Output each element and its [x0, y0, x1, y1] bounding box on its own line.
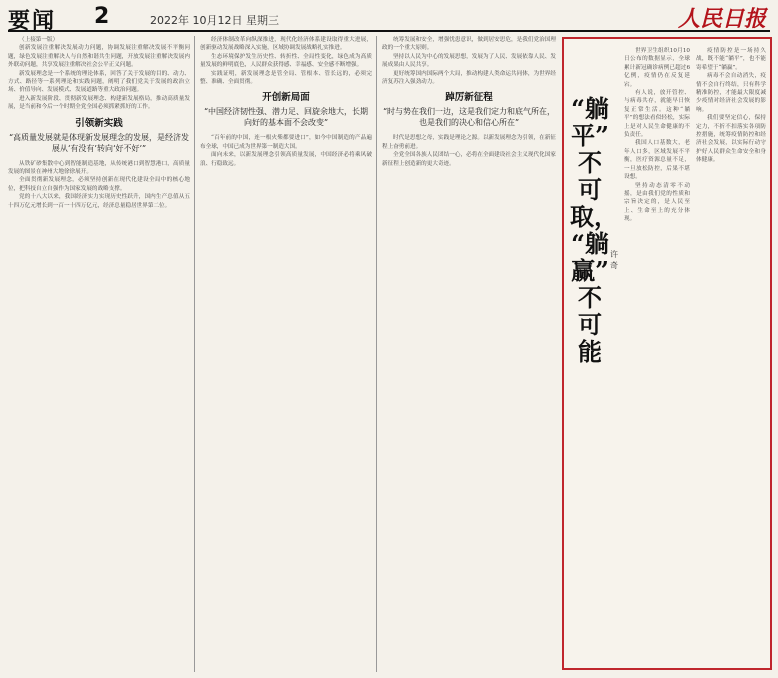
masthead — [8, 4, 770, 32]
commentary-title-line: “躺赢” — [571, 229, 609, 285]
section-subheading: “中国经济韧性强、潜力足、回旋余地大，长期向好的基本面不会改变” — [203, 107, 369, 128]
article-paragraph: 经济体制改革向纵深推进，现代化经济体系建设取得重大进展，创新驱动发展战略深入实施，区域协调发展战略扎实推进。 — [200, 37, 372, 52]
commentary-paragraph: 坚持动态清零不动摇，是由我们党的性质和宗旨决定的，是人民至上、生命至上的充分体现。 — [624, 182, 690, 223]
issue-date: 2022年 10月12日 星期三 — [150, 14, 279, 27]
section-heading: 引领新实践 — [75, 117, 123, 129]
article-paragraph: 进入新发展阶段、贯彻新发展理念、构建新发展格局，推动高质量发展，是当前和今后一个时期全党全国必须抓紧抓好的工作。 — [8, 95, 190, 111]
article-paragraph: 全面贯彻新发展理念，必须坚持创新在现代化建设全局中的核心地位，把科技自立自强作为国家发展的战略支撑。 — [8, 177, 190, 192]
commentary-paragraph: 我们要坚定信心，保持定力，不折不扣落实各项防控措施，统筹疫情防控和经济社会发展，以实际行动守护好人民群众生命安全和身体健康。 — [696, 115, 766, 164]
commentary-title-line: “躺平” — [571, 94, 609, 150]
section-title: 要闻 — [8, 8, 57, 34]
section-heading: 开创新局面 — [262, 92, 310, 104]
article-paragraph: “百年前的中国，连一根火柴都要进口”，如今中国制造的产品遍布全球，中国已成为世界第一制造大国。 — [200, 135, 372, 150]
commentary-paragraph: 有人说，放开管控、与病毒共存，就能早日恢复正常生活。这种“躺平”的想法看似轻松，实际上是对人民生命健康的不负责任。 — [624, 90, 690, 139]
article-paragraph: 时代是思想之母，实践是理论之源。以新发展理念为引领，在新征程上奋勇前进。 — [382, 135, 556, 150]
commentary-column-1 — [624, 47, 690, 663]
commentary-paragraph: 我国人口基数大，老年人口多，区域发展不平衡，医疗资源总量不足，一旦放松防控，后果不堪设想。 — [624, 140, 690, 181]
section-subheading: “高质量发展就是体现新发展理念的发展，是经济发展从‘有没有’转向‘好不好’” — [8, 132, 190, 153]
commentary-box — [562, 37, 772, 670]
article-paragraph: 面向未来，以新发展理念引领高质量发展，中国经济必将乘风破浪、行稳致远。 — [200, 152, 372, 167]
section-heading: 踔厉新征程 — [445, 92, 493, 104]
commentary-paragraph: 疫情防控是一场持久战，既不能“躺平”，也不能寄希望于“躺赢”。 — [696, 48, 766, 71]
newspaper-logo: 人民日报 — [677, 6, 766, 32]
article-paragraph: 全党全国各族人民团结一心，必将在全面建设社会主义现代化国家新征程上创造新的更大奇迹。 — [382, 152, 556, 167]
column-divider — [194, 36, 195, 672]
page-number: 2 — [94, 4, 110, 29]
column-divider — [376, 36, 377, 672]
article-column-1 — [8, 36, 190, 670]
article-paragraph: 生态环境保护发生历史性、转折性、全局性变化，绿色成为高质量发展的鲜明底色，人民群众获得感、幸福感、安全感不断增强。 — [200, 53, 372, 69]
commentary-paragraph: 病毒不会自动消失，疫情不会自行终结，只有科学精准防控，才能最大限度减少疫情对经济社会发展的影响。 — [696, 73, 766, 113]
commentary-title-line: 不可取， — [570, 148, 618, 231]
article-paragraph: 从铁矿砂集散中心到智能制造基地，从传统港口到智慧港口，高质量发展的图景在神州大地徐徐展开。 — [8, 160, 190, 176]
commentary-column-2 — [696, 47, 766, 663]
commentary-title-line: 不可能 — [578, 283, 602, 366]
article-column-2 — [200, 36, 372, 670]
section-subheading: “时与势在我们一边，这是我们定力和底气所在，也是我们的决心和信心所在” — [382, 107, 556, 128]
article-paragraph: 新发展理念是一个系统的理论体系，回答了关于发展的目的、动力、方式、路径等一系列理论和实践问题，阐明了我们党关于发展的政治立场、价值导向、发展模式、发展道路等重大政治问题。 — [8, 70, 190, 94]
article-paragraph: 坚持以人民为中心的发展思想，发展为了人民、发展依靠人民、发展成果由人民共享。 — [382, 53, 556, 69]
commentary-author: 许奇 — [610, 250, 618, 270]
article-paragraph: 党的十八大以来，我国经济实力实现历史性跃升，国内生产总值从五十四万亿元增长到一百一十四万亿元，经济总量稳居世界第二位。 — [8, 194, 190, 209]
commentary-paragraph: 世界卫生组织10月10日公布的数据显示，全球累计新冠确诊病例已超过6亿例，疫情仍在反复延宕。 — [624, 48, 690, 88]
article-paragraph: 更好统筹国内国际两个大局，推动构建人类命运共同体，为世界经济复苏注入强劲动力。 — [382, 70, 556, 86]
article-paragraph: 创新发展注重解决发展动力问题，协调发展注重解决发展不平衡问题，绿色发展注重解决人与自然和谐共生问题，开放发展注重解决发展内外联动问题，共享发展注重解决社会公平正义问题。 — [8, 45, 190, 69]
article-paragraph: （上接第一版） — [19, 37, 59, 43]
article-paragraph: 实践证明，新发展理念是管全局、管根本、管长远的，必须完整、准确、全面贯彻。 — [200, 70, 372, 86]
article-column-3 — [382, 36, 556, 670]
article-paragraph: 统筹发展和安全，增强忧患意识，做到居安思危，是我们党治国理政的一个重大原则。 — [382, 37, 556, 52]
